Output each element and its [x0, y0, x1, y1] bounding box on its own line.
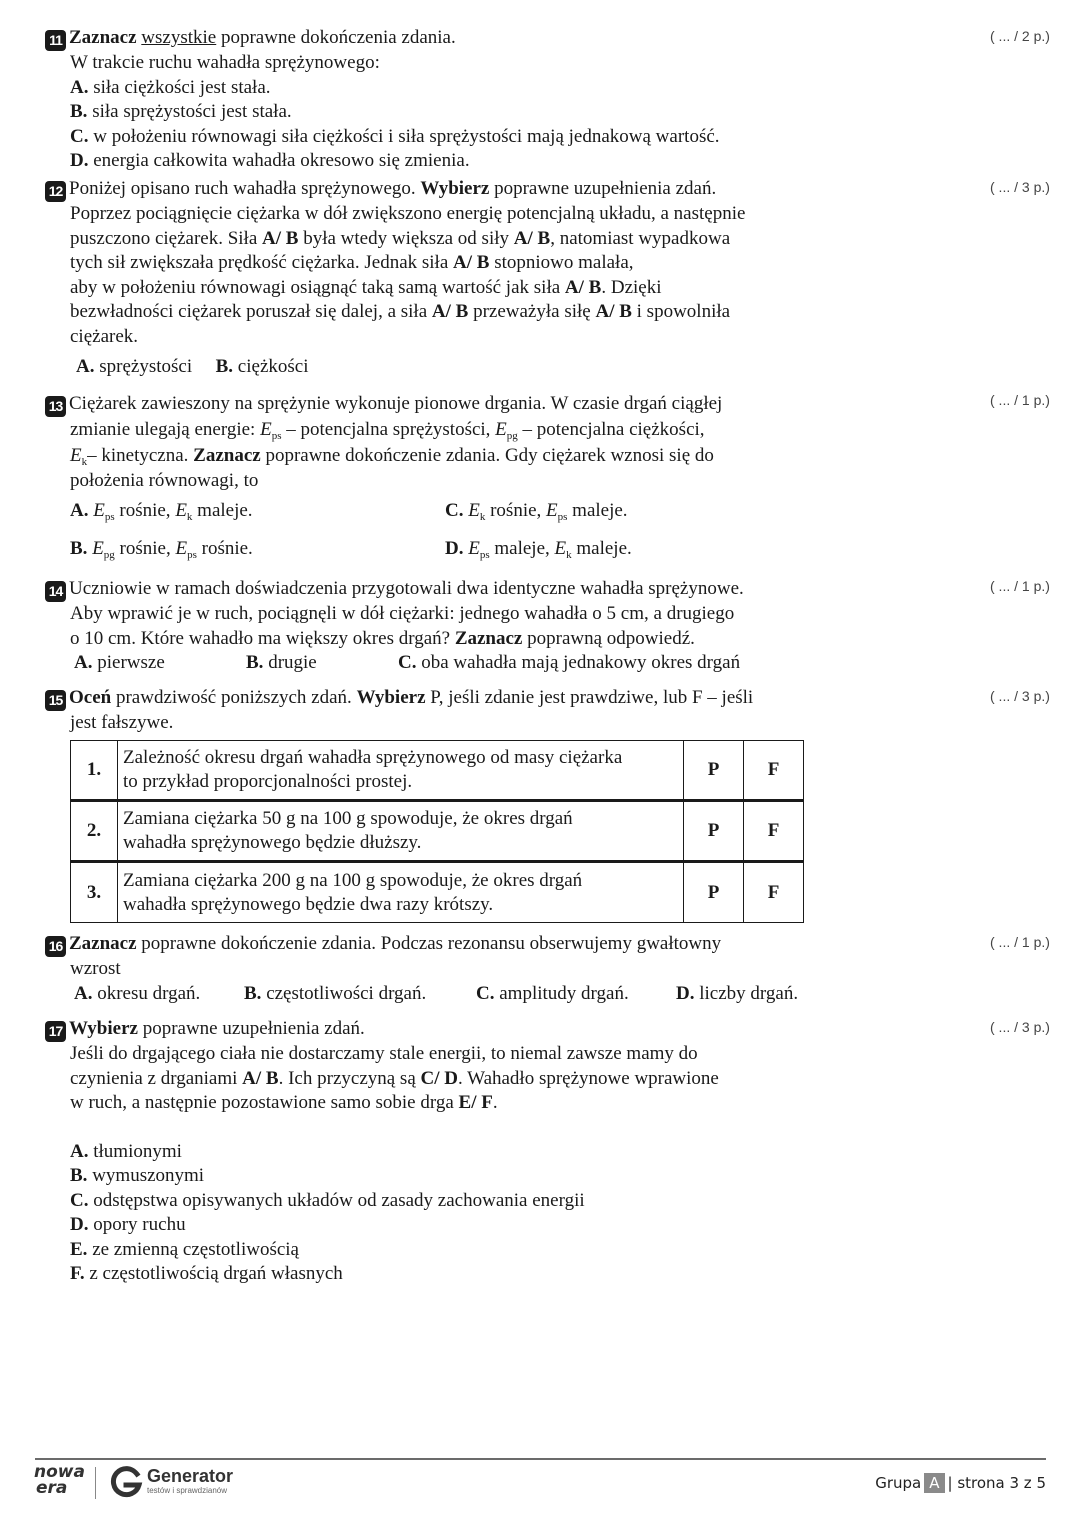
points-box: ( ... / 1 p.) [990, 934, 1050, 950]
table-row: 3. Zamiana ciężarka 200 g na 100 g spowoduje, że okres drgań wahadła sprężynowego będzie dwa razy krótszy. P F [71, 862, 804, 923]
task-number: 12 [45, 181, 66, 202]
page-info: Grupa A | strona 3 z 5 [875, 1474, 1046, 1492]
task-14: 14 Uczniowie w ramach doświadczenia przygotowali dwa identyczne wahadła sprężynowe. Aby wprawić je w ruch, pociągnęli w dół ciężarki: jednego wahadła o 5 cm, a drugiego o 10 cm. Które wahadło ma większy okres drgań? Zaznacz poprawną odpowiedź. A. pierwsze B. drugie C. oba wahadła mają jednakowy okres drgań [45, 577, 1005, 676]
true-false-table [70, 740, 804, 923]
generator-g-icon [109, 1465, 143, 1504]
answer-option[interactable]: A. sprężystości [76, 356, 193, 377]
answer-option[interactable]: F. z częstotliwością drgań własnych [70, 1263, 343, 1284]
true-option[interactable]: P [684, 862, 744, 923]
logo-divider [95, 1467, 96, 1499]
answer-option[interactable]: A. pierwsze [74, 652, 165, 673]
points-box: ( ... / 3 p.) [990, 1019, 1050, 1035]
task-13: 13 Ciężarek zawieszony na sprężynie wykonuje pionowe drgania. W czasie drgań ciągłej zmianie ulegają energie: $E_{ps}$ – potencjalna sprężystości, $E_{pg}$ – potencjalna ciężkości, $E_k-$ kinetyczna. Zaznacz poprawne dokończenie zdania. Gdy ciężarek wznosi się do położenia równowagi, to A. $E_{ps}$ rośnie, $E_k$ maleje. C. $E_k$ rośnie, $E_{ps}$ maleje. B. $E_{pg}$ rośnie, $E_{ps}$ rośnie. D. $E_{ps}$ maleje, $E_k$ maleje. [45, 391, 1005, 576]
task-17: 17 Wybierz poprawne uzupełnienia zdań. Jeśli do drgającego ciała nie dostarczamy stale energii, to niemal zawsze mamy do czynienia z drganiami A/ B. Ich przyczyną są C/ D. Wahadło sprężynowe wprawione w ruch, a następnie pozostawione samo sobie drga E/ F. A. tłumionymi B. wymuszonymi C. odstępstwa opisywanych układów od zasady zachowania energii D. opory ruchu E. ze zmienną częstotliwością F. z częstotliwością drgań własnych [45, 1017, 1005, 1287]
table-row: 1. Zależność okresu drgań wahadła sprężynowego od masy ciężarka to przykład proporcjonalności prostej. P F [71, 741, 804, 801]
answer-option[interactable]: B. częstotliwości drgań. [244, 982, 427, 1004]
answer-option[interactable]: C. oba wahadła mają jednakowy okres drgań [398, 652, 741, 673]
task-number: 15 [45, 690, 66, 711]
points-box: ( ... / 1 p.) [990, 578, 1050, 594]
answer-option[interactable]: A. okresu drgań. [74, 982, 201, 1004]
answer-option[interactable]: A. $E_{ps}$ rośnie, $E_k$ maleje. [70, 499, 253, 523]
answer-option[interactable]: D. opory ruchu [70, 1214, 186, 1235]
answer-option[interactable]: C. amplitudy drgań. [476, 982, 629, 1004]
answer-option[interactable]: D. energia całkowita wahadła okresowo się zmienia. [70, 150, 470, 171]
answer-option[interactable]: D. liczby drgań. [676, 982, 799, 1004]
task-11: 11 Zaznacz wszystkie poprawne dokończenia zdania. W trakcie ruchu wahadła sprężynowego: A. siła ciężkości jest stała. B. siła sprężystości jest stała. C. w położeniu równowagi siła ciężkości i siła sprężystości mają jednakową wartość. D. energia całkowita wahadła okresowo się zmienia. [45, 26, 1005, 174]
footer-divider [35, 1458, 1046, 1460]
answer-option[interactable]: D. $E_{ps}$ maleje, $E_k$ maleje. [445, 537, 632, 561]
nowa-era-logo: nowa era [34, 1462, 85, 1498]
false-option[interactable]: F [744, 801, 804, 862]
false-option[interactable]: F [744, 862, 804, 923]
group-badge: A [924, 1473, 944, 1493]
answer-option[interactable]: B. wymuszonymi [70, 1165, 205, 1186]
false-option[interactable]: F [744, 741, 804, 801]
points-box: ( ... / 2 p.) [990, 28, 1050, 44]
task-number: 13 [45, 396, 66, 417]
answer-option[interactable]: E. ze zmienną częstotliwością [70, 1238, 299, 1260]
task-number: 14 [45, 581, 66, 602]
task-number: 16 [45, 936, 66, 957]
points-box: ( ... / 3 p.) [990, 688, 1050, 704]
answer-option[interactable]: A. tłumionymi [70, 1140, 182, 1162]
true-option[interactable]: P [684, 741, 744, 801]
points-box: ( ... / 1 p.) [990, 392, 1050, 408]
answer-option[interactable]: B. drugie [246, 652, 317, 673]
task-15: 15 Oceń prawdziwość poniższych zdań. Wybierz P, jeśli zdanie jest prawdziwe, lub F – jeśli jest fałszywe. [45, 686, 1005, 736]
task-number: 17 [45, 1021, 66, 1042]
answer-option[interactable]: B. $E_{pg}$ rośnie, $E_{ps}$ rośnie. [70, 537, 253, 561]
generator-subtitle: testów i sprawdzianów [147, 1486, 228, 1495]
true-option[interactable]: P [684, 801, 744, 862]
answer-option[interactable]: C. w położeniu równowagi siła ciężkości i siła sprężystości mają jednakową wartość. [70, 125, 720, 147]
generator-logo-text: Generator [147, 1466, 234, 1486]
task-12: 12 Poniżej opisano ruch wahadła sprężynowego. Wybierz poprawne uzupełnienia zdań. Poprzez pociągnięcie ciężarka w dół zwiększono energię potencjalną układu, a następnie puszczono ciężarek. Siła A/ B była wtedy większa od siły A/ B, natomiast wypadkowa tych sił zwiększała prędkość ciężarka. Jednak siła A/ B stopniowo malała, aby w położeniu równowagi osiągnąć taką samą wartość jak siła A/ B. Dzięki bezwładności ciężarek poruszał się dalej, a siła A/ B przeważyła siłę A/ B i spowolniła ciężarek. A. sprężystości B. ciężkości [45, 177, 1005, 380]
answer-option[interactable]: A. siła ciężkości jest stała. [70, 76, 271, 98]
task-16: 16 Zaznacz poprawne dokończenie zdania. Podczas rezonansu obserwujemy gwałtowny wzrost A. okresu drgań. B. częstotliwości drgań. C. amplitudy drgań. D. liczby drgań. [45, 932, 1005, 1007]
answer-option[interactable]: B. siła sprężystości jest stała. [70, 101, 292, 122]
answer-option[interactable]: C. odstępstwa opisywanych układów od zasady zachowania energii [70, 1189, 585, 1211]
answer-option[interactable]: B. ciężkości [215, 356, 309, 377]
points-box: ( ... / 3 p.) [990, 179, 1050, 195]
task-number: 11 [45, 30, 66, 51]
table-row: 2. Zamiana ciężarka 50 g na 100 g spowoduje, że okres drgań wahadła sprężynowego będzie dłuższy. P F [71, 801, 804, 862]
answer-option[interactable]: C. $E_k$ rośnie, $E_{ps}$ maleje. [445, 499, 628, 523]
